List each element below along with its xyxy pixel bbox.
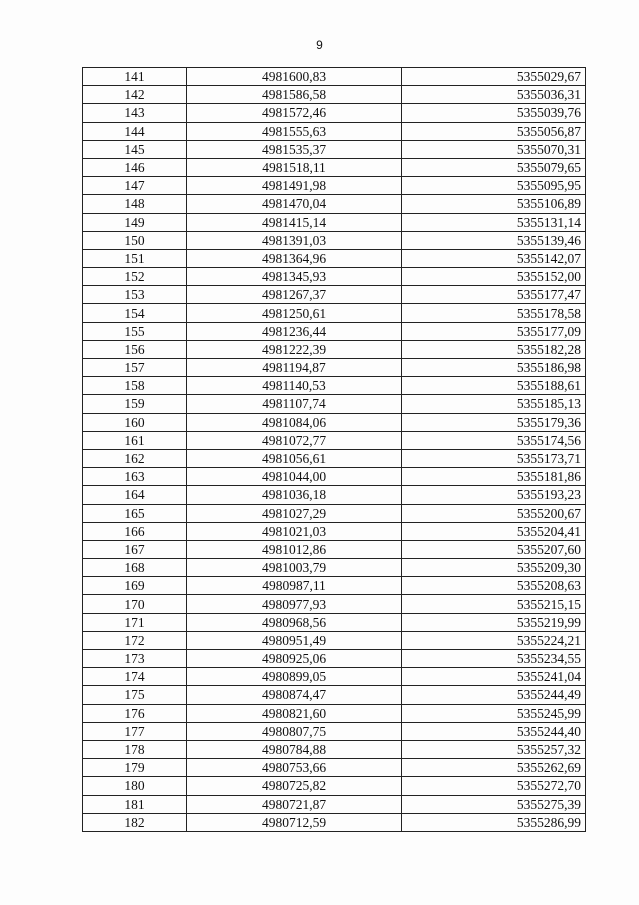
x-coordinate-cell: 4981555,63 bbox=[187, 122, 402, 140]
table-row bbox=[83, 686, 586, 704]
table-row bbox=[83, 486, 586, 504]
y-coordinate-cell: 5355208,63 bbox=[402, 577, 586, 595]
x-coordinate-cell: 4981586,58 bbox=[187, 86, 402, 104]
point-number-cell: 175 bbox=[83, 686, 187, 704]
x-coordinate-cell: 4980721,87 bbox=[187, 795, 402, 813]
x-coordinate-cell: 4981072,77 bbox=[187, 431, 402, 449]
y-coordinate-cell: 5355234,55 bbox=[402, 650, 586, 668]
point-number-cell: 179 bbox=[83, 759, 187, 777]
x-coordinate-cell: 4981518,11 bbox=[187, 158, 402, 176]
y-coordinate-cell: 5355174,56 bbox=[402, 431, 586, 449]
table-row bbox=[83, 122, 586, 140]
y-coordinate-cell: 5355152,00 bbox=[402, 268, 586, 286]
point-number-cell: 163 bbox=[83, 468, 187, 486]
x-coordinate-cell: 4981572,46 bbox=[187, 104, 402, 122]
y-coordinate-cell: 5355207,60 bbox=[402, 540, 586, 558]
table-row bbox=[83, 449, 586, 467]
point-number-cell: 149 bbox=[83, 213, 187, 231]
y-coordinate-cell: 5355204,41 bbox=[402, 522, 586, 540]
x-coordinate-cell: 4981036,18 bbox=[187, 486, 402, 504]
y-coordinate-cell: 5355188,61 bbox=[402, 377, 586, 395]
y-coordinate-cell: 5355200,67 bbox=[402, 504, 586, 522]
y-coordinate-cell: 5355245,99 bbox=[402, 704, 586, 722]
table-row bbox=[83, 631, 586, 649]
point-number-cell: 143 bbox=[83, 104, 187, 122]
x-coordinate-cell: 4981021,03 bbox=[187, 522, 402, 540]
y-coordinate-cell: 5355224,21 bbox=[402, 631, 586, 649]
x-coordinate-cell: 4981415,14 bbox=[187, 213, 402, 231]
x-coordinate-cell: 4981027,29 bbox=[187, 504, 402, 522]
y-coordinate-cell: 5355079,65 bbox=[402, 158, 586, 176]
table-row bbox=[83, 613, 586, 631]
x-coordinate-cell: 4981056,61 bbox=[187, 449, 402, 467]
point-number-cell: 169 bbox=[83, 577, 187, 595]
coordinates-table bbox=[82, 67, 586, 832]
table-row bbox=[83, 177, 586, 195]
y-coordinate-cell: 5355070,31 bbox=[402, 140, 586, 158]
y-coordinate-cell: 5355095,95 bbox=[402, 177, 586, 195]
point-number-cell: 154 bbox=[83, 304, 187, 322]
table-row bbox=[83, 86, 586, 104]
x-coordinate-cell: 4981600,83 bbox=[187, 68, 402, 86]
coordinates-table-body bbox=[83, 68, 586, 832]
point-number-cell: 153 bbox=[83, 286, 187, 304]
x-coordinate-cell: 4980874,47 bbox=[187, 686, 402, 704]
point-number-cell: 152 bbox=[83, 268, 187, 286]
point-number-cell: 147 bbox=[83, 177, 187, 195]
point-number-cell: 144 bbox=[83, 122, 187, 140]
y-coordinate-cell: 5355177,47 bbox=[402, 286, 586, 304]
x-coordinate-cell: 4981345,93 bbox=[187, 268, 402, 286]
point-number-cell: 160 bbox=[83, 413, 187, 431]
x-coordinate-cell: 4981364,96 bbox=[187, 249, 402, 267]
x-coordinate-cell: 4981084,06 bbox=[187, 413, 402, 431]
x-coordinate-cell: 4980925,06 bbox=[187, 650, 402, 668]
y-coordinate-cell: 5355039,76 bbox=[402, 104, 586, 122]
table-row bbox=[83, 286, 586, 304]
y-coordinate-cell: 5355215,15 bbox=[402, 595, 586, 613]
x-coordinate-cell: 4981470,04 bbox=[187, 195, 402, 213]
y-coordinate-cell: 5355178,58 bbox=[402, 304, 586, 322]
x-coordinate-cell: 4980753,66 bbox=[187, 759, 402, 777]
x-coordinate-cell: 4980951,49 bbox=[187, 631, 402, 649]
y-coordinate-cell: 5355181,86 bbox=[402, 468, 586, 486]
point-number-cell: 174 bbox=[83, 668, 187, 686]
table-row bbox=[83, 504, 586, 522]
y-coordinate-cell: 5355185,13 bbox=[402, 395, 586, 413]
table-row bbox=[83, 740, 586, 758]
y-coordinate-cell: 5355241,04 bbox=[402, 668, 586, 686]
point-number-cell: 181 bbox=[83, 795, 187, 813]
table-row bbox=[83, 522, 586, 540]
point-number-cell: 146 bbox=[83, 158, 187, 176]
point-number-cell: 170 bbox=[83, 595, 187, 613]
table-row bbox=[83, 322, 586, 340]
table-row bbox=[83, 340, 586, 358]
table-row bbox=[83, 413, 586, 431]
x-coordinate-cell: 4981267,37 bbox=[187, 286, 402, 304]
page-number: 9 bbox=[316, 38, 323, 52]
y-coordinate-cell: 5355173,71 bbox=[402, 449, 586, 467]
table-row bbox=[83, 304, 586, 322]
point-number-cell: 158 bbox=[83, 377, 187, 395]
x-coordinate-cell: 4981222,39 bbox=[187, 340, 402, 358]
y-coordinate-cell: 5355056,87 bbox=[402, 122, 586, 140]
table-row bbox=[83, 668, 586, 686]
x-coordinate-cell: 4981250,61 bbox=[187, 304, 402, 322]
x-coordinate-cell: 4980712,59 bbox=[187, 813, 402, 831]
table-row bbox=[83, 595, 586, 613]
y-coordinate-cell: 5355182,28 bbox=[402, 340, 586, 358]
y-coordinate-cell: 5355036,31 bbox=[402, 86, 586, 104]
point-number-cell: 173 bbox=[83, 650, 187, 668]
point-number-cell: 161 bbox=[83, 431, 187, 449]
table-row bbox=[83, 359, 586, 377]
x-coordinate-cell: 4981003,79 bbox=[187, 559, 402, 577]
x-coordinate-cell: 4981391,03 bbox=[187, 231, 402, 249]
x-coordinate-cell: 4981236,44 bbox=[187, 322, 402, 340]
y-coordinate-cell: 5355139,46 bbox=[402, 231, 586, 249]
x-coordinate-cell: 4981491,98 bbox=[187, 177, 402, 195]
y-coordinate-cell: 5355177,09 bbox=[402, 322, 586, 340]
point-number-cell: 148 bbox=[83, 195, 187, 213]
y-coordinate-cell: 5355186,98 bbox=[402, 359, 586, 377]
point-number-cell: 156 bbox=[83, 340, 187, 358]
table-row bbox=[83, 213, 586, 231]
y-coordinate-cell: 5355262,69 bbox=[402, 759, 586, 777]
x-coordinate-cell: 4980968,56 bbox=[187, 613, 402, 631]
table-row bbox=[83, 158, 586, 176]
point-number-cell: 167 bbox=[83, 540, 187, 558]
x-coordinate-cell: 4980821,60 bbox=[187, 704, 402, 722]
x-coordinate-cell: 4980725,82 bbox=[187, 777, 402, 795]
point-number-cell: 176 bbox=[83, 704, 187, 722]
y-coordinate-cell: 5355106,89 bbox=[402, 195, 586, 213]
table-row bbox=[83, 431, 586, 449]
table-row bbox=[83, 704, 586, 722]
table-row bbox=[83, 577, 586, 595]
table-row bbox=[83, 468, 586, 486]
x-coordinate-cell: 4980807,75 bbox=[187, 722, 402, 740]
table-row bbox=[83, 759, 586, 777]
y-coordinate-cell: 5355179,36 bbox=[402, 413, 586, 431]
y-coordinate-cell: 5355286,99 bbox=[402, 813, 586, 831]
y-coordinate-cell: 5355275,39 bbox=[402, 795, 586, 813]
table-row bbox=[83, 231, 586, 249]
point-number-cell: 142 bbox=[83, 86, 187, 104]
table-row bbox=[83, 650, 586, 668]
point-number-cell: 180 bbox=[83, 777, 187, 795]
point-number-cell: 165 bbox=[83, 504, 187, 522]
point-number-cell: 182 bbox=[83, 813, 187, 831]
x-coordinate-cell: 4981107,74 bbox=[187, 395, 402, 413]
x-coordinate-cell: 4980987,11 bbox=[187, 577, 402, 595]
point-number-cell: 164 bbox=[83, 486, 187, 504]
x-coordinate-cell: 4980899,05 bbox=[187, 668, 402, 686]
y-coordinate-cell: 5355131,14 bbox=[402, 213, 586, 231]
table-row bbox=[83, 249, 586, 267]
table-row bbox=[83, 795, 586, 813]
table-row bbox=[83, 395, 586, 413]
table-row bbox=[83, 140, 586, 158]
point-number-cell: 171 bbox=[83, 613, 187, 631]
y-coordinate-cell: 5355193,23 bbox=[402, 486, 586, 504]
x-coordinate-cell: 4981535,37 bbox=[187, 140, 402, 158]
y-coordinate-cell: 5355209,30 bbox=[402, 559, 586, 577]
point-number-cell: 162 bbox=[83, 449, 187, 467]
table-row bbox=[83, 722, 586, 740]
point-number-cell: 157 bbox=[83, 359, 187, 377]
x-coordinate-cell: 4980977,93 bbox=[187, 595, 402, 613]
x-coordinate-cell: 4981012,86 bbox=[187, 540, 402, 558]
y-coordinate-cell: 5355142,07 bbox=[402, 249, 586, 267]
point-number-cell: 177 bbox=[83, 722, 187, 740]
point-number-cell: 145 bbox=[83, 140, 187, 158]
x-coordinate-cell: 4981194,87 bbox=[187, 359, 402, 377]
y-coordinate-cell: 5355244,49 bbox=[402, 686, 586, 704]
x-coordinate-cell: 4981140,53 bbox=[187, 377, 402, 395]
table-row bbox=[83, 377, 586, 395]
x-coordinate-cell: 4981044,00 bbox=[187, 468, 402, 486]
table-row bbox=[83, 195, 586, 213]
table-row bbox=[83, 559, 586, 577]
table-row bbox=[83, 68, 586, 86]
x-coordinate-cell: 4980784,88 bbox=[187, 740, 402, 758]
table-row bbox=[83, 268, 586, 286]
y-coordinate-cell: 5355272,70 bbox=[402, 777, 586, 795]
point-number-cell: 168 bbox=[83, 559, 187, 577]
point-number-cell: 166 bbox=[83, 522, 187, 540]
point-number-cell: 159 bbox=[83, 395, 187, 413]
table-row bbox=[83, 777, 586, 795]
table-row bbox=[83, 813, 586, 831]
y-coordinate-cell: 5355219,99 bbox=[402, 613, 586, 631]
table-row bbox=[83, 104, 586, 122]
point-number-cell: 151 bbox=[83, 249, 187, 267]
y-coordinate-cell: 5355029,67 bbox=[402, 68, 586, 86]
point-number-cell: 141 bbox=[83, 68, 187, 86]
table-row bbox=[83, 540, 586, 558]
point-number-cell: 155 bbox=[83, 322, 187, 340]
point-number-cell: 178 bbox=[83, 740, 187, 758]
y-coordinate-cell: 5355244,40 bbox=[402, 722, 586, 740]
y-coordinate-cell: 5355257,32 bbox=[402, 740, 586, 758]
point-number-cell: 150 bbox=[83, 231, 187, 249]
point-number-cell: 172 bbox=[83, 631, 187, 649]
